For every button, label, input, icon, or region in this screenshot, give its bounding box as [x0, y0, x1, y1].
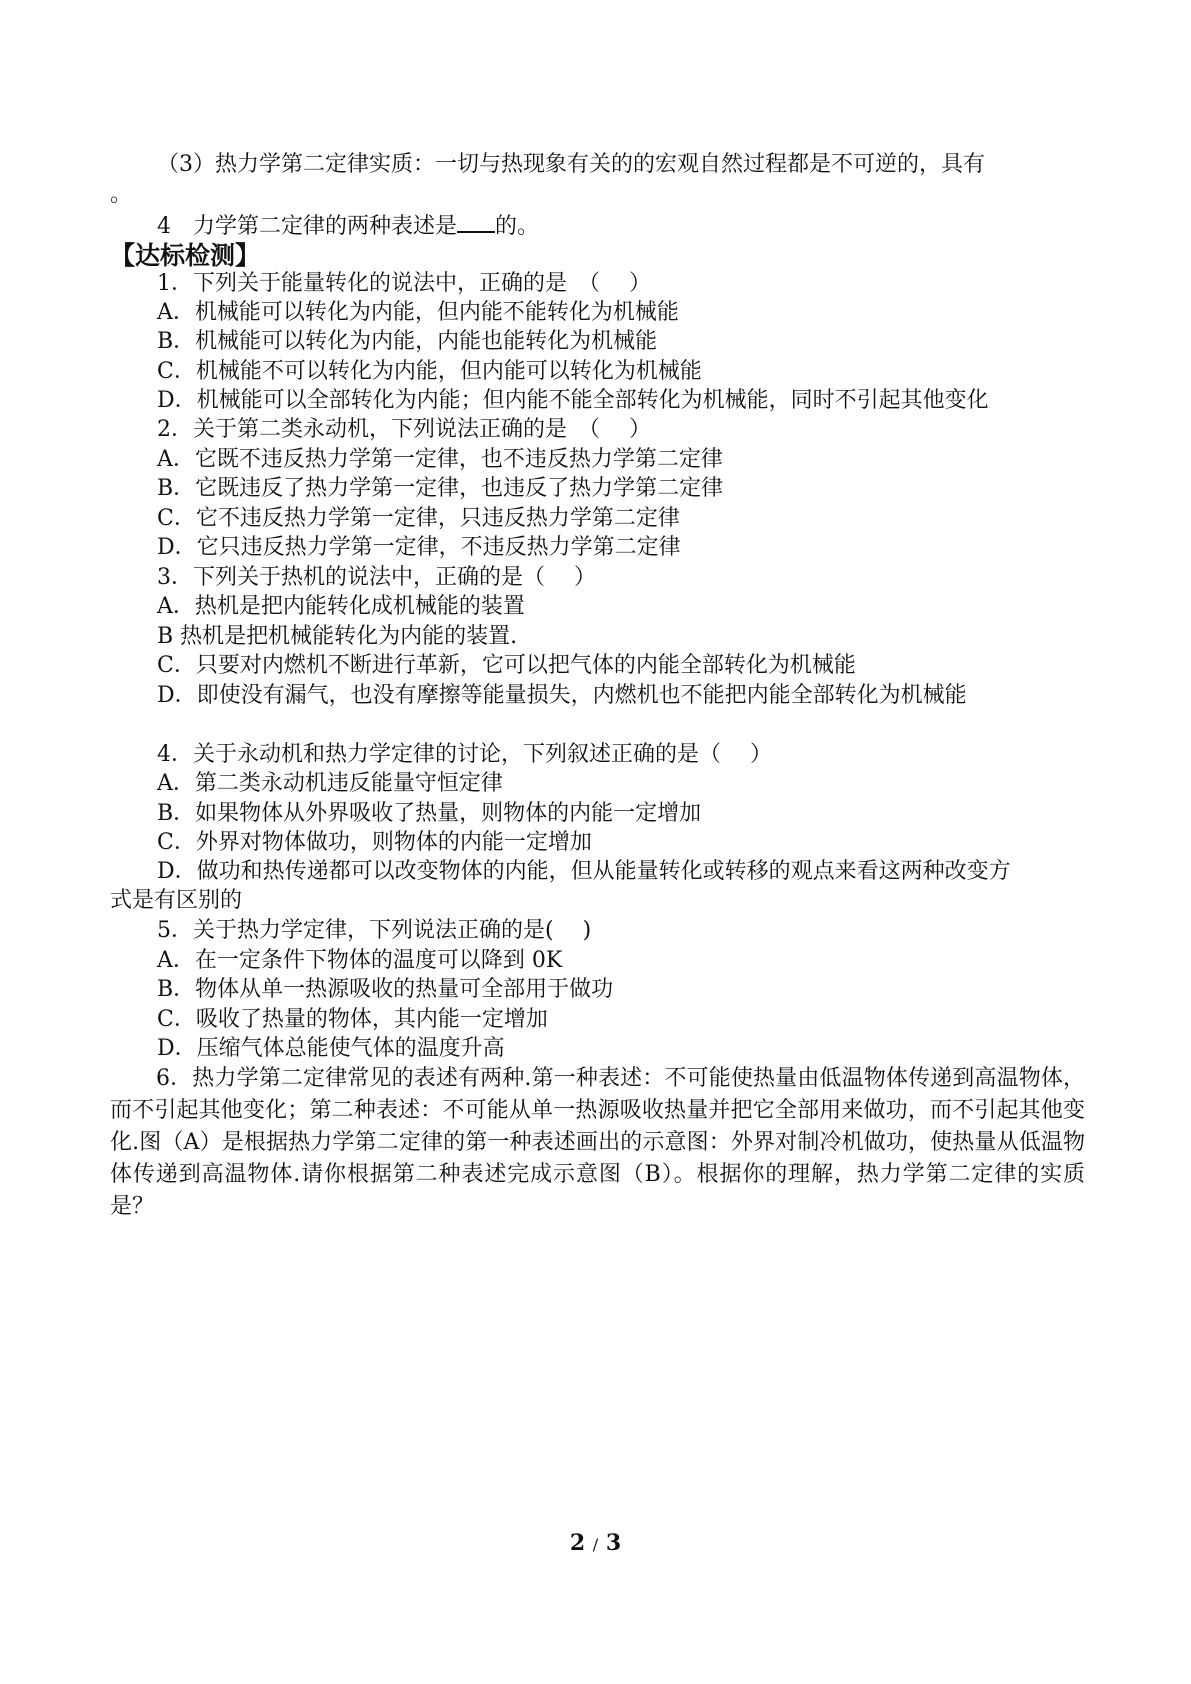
item3-line2: 。 [110, 182, 133, 207]
option: C．吸收了热量的物体，其内能一定增加 [157, 1007, 548, 1032]
question-stem: 5．关于热力学定律，下列说法正确的是( ) [157, 918, 592, 943]
page-current: 2 [569, 1530, 586, 1556]
option: C．它不违反热力学第一定律，只违反热力学第二定律 [157, 506, 680, 531]
option: A．在一定条件下物体的温度可以降到 0K [157, 948, 563, 973]
option: A．第二类永动机违反能量守恒定律 [157, 771, 503, 796]
question-stem: 2．关于第二类永动机，下列说法正确的是 （ ） [157, 417, 651, 442]
page-separator: / [592, 1535, 599, 1554]
option: B 热机是把机械能转化为内能的装置. [157, 624, 518, 649]
question-stem: 3．下列关于热机的说法中，正确的是（ ） [157, 565, 596, 590]
option: C．只要对内燃机不断进行革新，它可以把气体的内能全部转化为机械能 [157, 653, 856, 678]
option: B．机械能可以转化为内能，内能也能转化为机械能 [157, 329, 658, 354]
option: A．机械能可以转化为内能，但内能不能转化为机械能 [157, 300, 679, 325]
option: B．如果物体从外界吸收了热量，则物体的内能一定增加 [157, 801, 702, 826]
option: D．压缩气体总能使气体的温度升高 [157, 1036, 505, 1061]
item4-text-after: 的。 [495, 214, 540, 239]
option: D．即使没有漏气，也没有摩擦等能量损失，内燃机也不能把内能全部转化为机械能 [157, 683, 967, 708]
option-continuation: 式是有区别的 [110, 888, 243, 913]
item3-line1: （3）热力学第二定律实质：一切与热现象有关的的宏观自然过程都是不可逆的，具有 [157, 152, 985, 177]
page-total: 3 [605, 1530, 622, 1556]
option: B．它既违反了热力学第一定律，也违反了热力学第二定律 [157, 476, 724, 501]
option: B．物体从单一热源吸收的热量可全部用于做功 [157, 977, 614, 1002]
option: A．热机是把内能转化成机械能的装置 [157, 594, 525, 619]
section-heading: 【达标检测】 [110, 241, 261, 270]
question-6-paragraph: 6．热力学第二定律常见的表述有两种.第一种表述：不可能使热量由低温物体传递到高温物体，而不引起其他变化；第二种表述：不可能从单一热源吸收热量并把它全部用来做功，而不引起其他变化.图（A）是根据热力学第二定律的第一种表述画出的示意图：外界对制冷机做功，使热量从低温物体传递到高温物体.请你根据第二种表述完成示意图（B）。根据你的理解，热力学第二定律的实质是？ [110, 1066, 1085, 1219]
item4-text-before: 4 力学第二定律的两种表述是 [157, 214, 457, 239]
option: D．机械能可以全部转化为内能；但内能不能全部转化为机械能，同时不引起其他变化 [157, 388, 989, 413]
fill-in-blank [457, 211, 495, 233]
option: D．它只违反热力学第一定律，不违反热力学第二定律 [157, 535, 681, 560]
question-stem: 1．下列关于能量转化的说法中，正确的是 （ ） [157, 271, 651, 296]
option: C．机械能不可以转化为内能，但内能可以转化为机械能 [157, 359, 702, 384]
question-stem: 4．关于永动机和热力学定律的讨论，下列叙述正确的是（ ） [157, 742, 772, 767]
option: A．它既不违反热力学第一定律，也不违反热力学第二定律 [157, 447, 723, 472]
option: D．做功和热传递都可以改变物体的内能，但从能量转化或转移的观点来看这两种改变方 [157, 859, 1011, 884]
item4-line [157, 211, 539, 241]
option: C．外界对物体做功，则物体的内能一定增加 [157, 830, 592, 855]
page-number [0, 1530, 1191, 1556]
